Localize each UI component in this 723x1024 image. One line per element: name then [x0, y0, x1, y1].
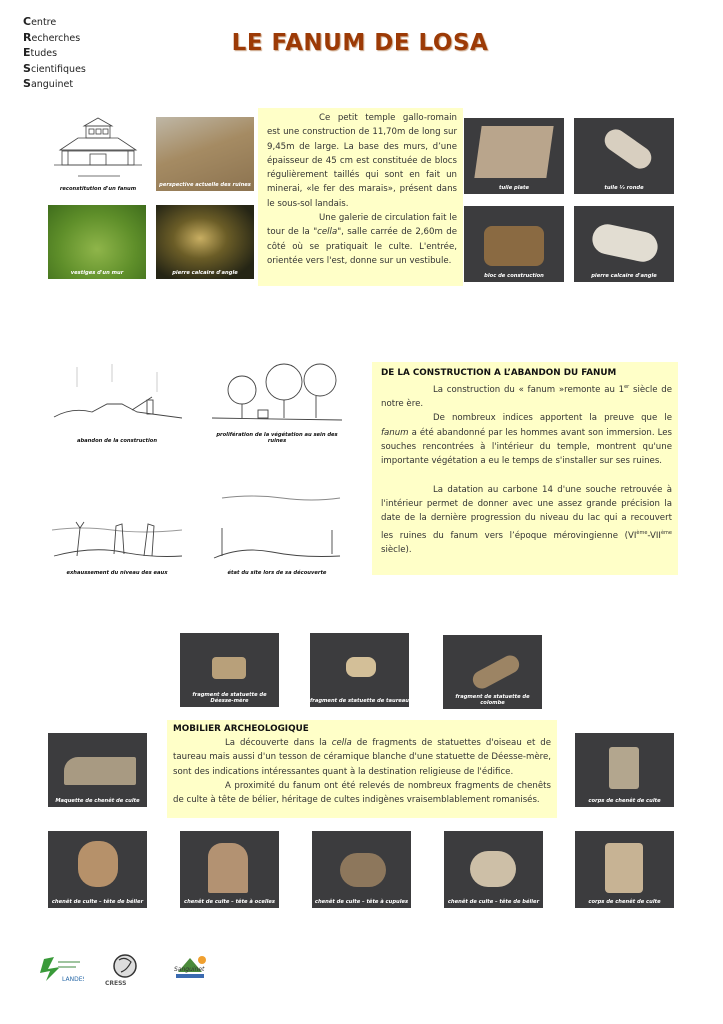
image-caption: perspective actuelle des ruines	[159, 182, 251, 188]
image-caption: chenêt de culte – tête de bélier	[447, 899, 540, 905]
intro-paragraph-1: Ce petit temple gallo-romain est une construction de 11,70m de long sur 9,45m de large. La base des murs, d’une épaisseur de 45 cm est constituée de blocs régulièrement taillés qui sont en fait un minerai, «le fer des marais», présent dans le sous-sol landais.	[267, 113, 457, 209]
sketch-caption: exhaussement du niveau des eaux	[66, 570, 168, 576]
image-chenet-cupules	[312, 831, 411, 908]
organisation-name	[23, 15, 86, 93]
section2-paragraph-2: De nombreux indices apportent la preuve que le fanum a été abandonné par les hommes avant son immersion. Les souches rencontrées à l'intérieur du temple, montrent qu'une importante végétation a eu le temps de s'installer sur ses ruines.	[381, 413, 672, 467]
image-pierre-calcaire-angle	[574, 206, 674, 282]
image-caption: tuile plate	[498, 185, 530, 191]
image-corps-chenet-side	[575, 733, 674, 807]
intro-text-box	[258, 108, 463, 286]
section2-paragraph-1: La construction du « fanum »remonte au 1er siècle de notre ère.	[381, 384, 672, 410]
section-heading: MOBILIER ARCHEOLOGIQUE	[173, 724, 309, 734]
image-caption: corps de chenêt de culte	[588, 798, 661, 804]
org-line: Centre	[23, 15, 57, 28]
image-caption: chenêt de culte – tête à ocelles	[184, 899, 275, 905]
image-ruines	[156, 117, 254, 191]
lake-drawing-icon	[212, 484, 342, 564]
sketch-exhaussement	[52, 484, 182, 576]
section3-paragraph-2: A proximité du fanum ont été relevés de nombreux fragments de chenêts de culte à tête de bélier, héritage de cultes indigènes vraisemblablement romanisés.	[173, 780, 551, 806]
section3-paragraph-1: La découverte dans la cella de fragments de statuettes d'oiseau et de taureau mais aussi d'un tesson de céramique blanche d'une statuette de Déesse-mère, sont des indications intéressantes quant à la destination religieuse de l'édifice.	[173, 738, 551, 777]
image-caption: vestiges d'un mur	[70, 270, 124, 276]
image-caption: tuile ½ ronde	[604, 185, 644, 191]
image-caption: pierre calcaire d'angle	[591, 273, 657, 279]
image-caption: Maquette de chenêt de culte	[55, 798, 140, 804]
sketch-caption: abandon de la construction	[76, 438, 158, 444]
logo-landes	[38, 955, 84, 985]
image-tuile-plate	[464, 118, 564, 194]
sketch-caption: état du site lors de sa découverte	[227, 570, 327, 576]
image-chenet-ocelles	[180, 831, 279, 908]
sketch-vegetation	[212, 352, 342, 444]
image-pierre-calcaire	[156, 205, 254, 279]
org-line: Sanguinet	[23, 77, 74, 90]
image-caption: reconstitution d'un fanum	[59, 186, 137, 192]
image-statuette-colombe	[443, 635, 542, 709]
image-caption: chenêt de culte – tête à cupules	[314, 899, 409, 905]
org-line: Etudes	[23, 46, 58, 59]
image-chenet-belier-2	[444, 831, 543, 908]
sketch-abandon	[52, 352, 182, 444]
image-caption: chenêt de culte – tête de bélier	[51, 899, 144, 905]
sketch-caption: prolifération de la végétation au sein des ruines	[216, 432, 338, 444]
org-line: Recherches	[23, 30, 81, 44]
image-bloc-construction	[464, 206, 564, 282]
image-vestiges	[48, 205, 146, 279]
image-caption: fragment de statuette de Déesse-mère	[192, 692, 267, 704]
image-statuette-deesse	[180, 633, 279, 707]
svg-text:LANDES: LANDES	[62, 976, 84, 983]
section2-paragraph-3: La datation au carbone 14 d'une souche retrouvée à l'intérieur permet de donner avec une assez grande précision la date de la dernière progression du niveau du lac qui a recouvert les ruines du fanum vers l’époque mérovingienne (VIème-VIIème siècle).	[381, 484, 672, 555]
image-reconstitution	[48, 116, 148, 192]
logo-sanguinet	[172, 952, 216, 984]
org-line: Scientifiques	[23, 61, 86, 75]
image-caption: fragment de statuette de taureau	[310, 698, 409, 704]
image-corps-chenet	[575, 831, 674, 908]
image-caption: bloc de construction	[484, 273, 544, 279]
sketch-decouverte	[212, 484, 342, 576]
svg-text:Sanguinet: Sanguinet	[174, 966, 205, 973]
image-caption: corps de chenêt de culte	[588, 899, 661, 905]
image-maquette-chenet	[48, 733, 147, 807]
section-heading: DE LA CONSTRUCTION A L’ABANDON DU FANUM	[381, 368, 617, 378]
sanguinet-logo-icon	[172, 952, 216, 984]
mobilier-text-box	[167, 720, 557, 818]
logo-cress	[103, 952, 143, 988]
cress-logo-icon	[103, 952, 143, 988]
flooding-drawing-icon	[52, 484, 182, 564]
image-caption: pierre calcaire d'angle	[172, 270, 238, 276]
landes-logo-icon	[38, 955, 84, 985]
construction-abandon-text-box	[372, 362, 678, 575]
intro-paragraph-2: Une galerie de circulation fait le tour de la "cella", salle carrée de 2,60m de côté où se pratiquait le culte. L'entrée, orientée vers l'est, donne sur un vestibule.	[267, 213, 457, 266]
image-chenet-belier-1	[48, 831, 147, 908]
image-caption: fragment de statuette de colombe	[455, 694, 530, 706]
ruins-drawing-icon	[52, 352, 182, 432]
image-tuile-ronde	[574, 118, 674, 194]
svg-text:CRESS: CRESS	[105, 980, 127, 987]
trees-drawing-icon	[212, 352, 342, 432]
image-statuette-taureau	[310, 633, 409, 707]
page-title: LE FANUM DE LOSA	[231, 30, 489, 56]
temple-drawing-icon	[48, 116, 148, 184]
